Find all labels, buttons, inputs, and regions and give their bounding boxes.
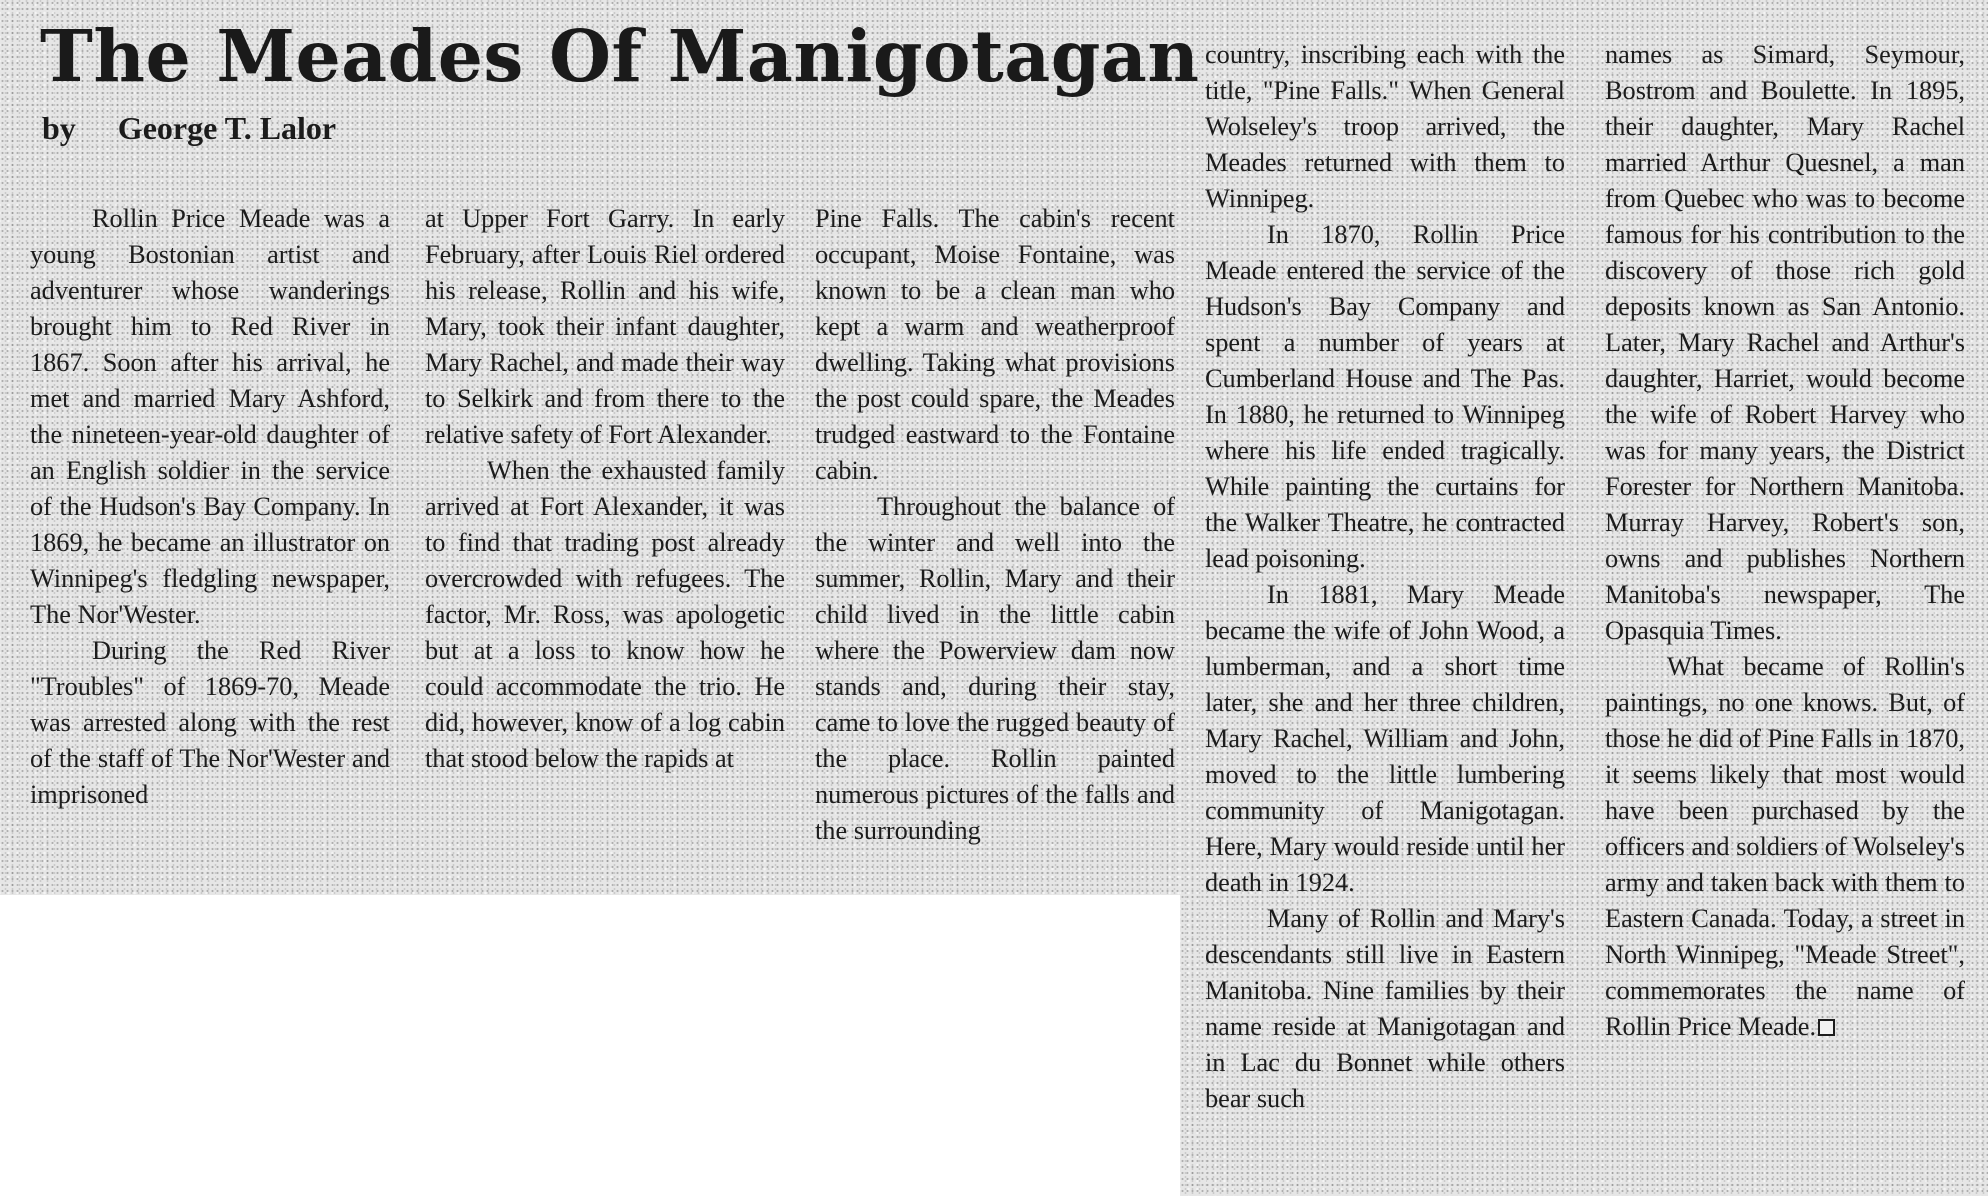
paragraph: In 1881, Mary Meade became the wife of John Wood, a lumberman, and a short time later, she and her three children, Mary Rachel, William and John, moved to the little lumbering community of Manigotagan. Here, Mary would reside until her death in 1924. bbox=[1205, 580, 1565, 897]
end-of-article-mark bbox=[1818, 1019, 1835, 1036]
paragraph: Pine Falls. The cabin's recent occupant, Moise Fontaine, was known to be a clean man who kept a warm and weatherproof dwelling. Taking what provisions the post could spare, the Meades trudged eastward to the Fontaine cabin. bbox=[815, 204, 1175, 485]
paragraph: Throughout the balance of the winter and well into the summer, Rollin, Mary and their child lived in the little cabin where the Powerview dam now stands and, during their stay, came to love the rugged beauty of the place. Rollin painted numerous pictures of the falls and the surrounding bbox=[815, 492, 1175, 845]
byline bbox=[42, 110, 336, 147]
paragraph bbox=[1605, 649, 1965, 1045]
headline: The Meades Of Manigotagan bbox=[40, 14, 1200, 98]
paragraph-text: What became of Rollin's paintings, no one knows. But, of those he did of Pine Falls in 1870, it seems likely that most would have been purchased by the officers and soldiers of Wolseley's army and taken back with them to Eastern Canada. Today, a street in North Winnipeg, "Meade Street", commemorates the name of Rollin Price Meade. bbox=[1605, 652, 1965, 1041]
column-4 bbox=[1205, 37, 1565, 1117]
author-name: George T. Lalor bbox=[117, 110, 337, 146]
column-3 bbox=[815, 201, 1175, 849]
paragraph: During the Red River "Troubles" of 1869-70, Meade was arrested along with the rest of the staff of The Nor'Wester and imprisoned bbox=[30, 636, 390, 809]
paragraph: In 1870, Rollin Price Meade entered the service of the Hudson's Bay Company and spent a number of years at Cumberland House and The Pas. In 1880, he returned to Winnipeg where his life ended tragically. While painting the curtains for the Walker Theatre, he contracted lead poisoning. bbox=[1205, 220, 1565, 573]
column-2 bbox=[425, 201, 785, 777]
byline-prefix: by bbox=[42, 110, 76, 146]
paragraph: names as Simard, Seymour, Bostrom and Boulette. In 1895, their daughter, Mary Rachel married Arthur Quesnel, a man from Quebec who was to become famous for his contribution to the discovery of those rich gold deposits known as San Antonio. Later, Mary Rachel and Arthur's daughter, Harriet, would become the wife of Robert Harvey who was for many years, the District Forester for Northern Manitoba. Murray Harvey, Robert's son, owns and publishes Northern Manitoba's newspaper, The Opasquia Times. bbox=[1605, 40, 1965, 645]
column-5 bbox=[1605, 37, 1965, 1045]
paragraph: at Upper Fort Garry. In early February, after Louis Riel ordered his release, Rollin and his wife, Mary, took their infant daughter, Mary Rachel, and made their way to Selkirk and from there to the relative safety of Fort Alexander. bbox=[425, 204, 785, 449]
column-1 bbox=[30, 201, 390, 813]
paragraph: When the exhausted family arrived at Fort Alexander, it was to find that trading post already overcrowded with refugees. The factor, Mr. Ross, was apologetic but at a loss to know how he could accommodate the trio. He did, however, know of a log cabin that stood below the rapids at bbox=[425, 456, 785, 773]
paragraph: Many of Rollin and Mary's descendants still live in Eastern Manitoba. Nine families by their name reside at Manigotagan and in Lac du Bonnet while others bear such bbox=[1205, 904, 1565, 1113]
paragraph: Rollin Price Meade was a young Bostonian artist and adventurer whose wanderings brought him to Red River in 1867. Soon after his arrival, he met and married Mary Ashford, the nineteen-year-old daughter of an English soldier in the service of the Hudson's Bay Company. In 1869, he became an illustrator on Winnipeg's fledgling newspaper, The Nor'Wester. bbox=[30, 204, 390, 629]
paragraph: country, inscribing each with the title, "Pine Falls." When General Wolseley's troop arrived, the Meades returned with them to Winnipeg. bbox=[1205, 40, 1565, 213]
